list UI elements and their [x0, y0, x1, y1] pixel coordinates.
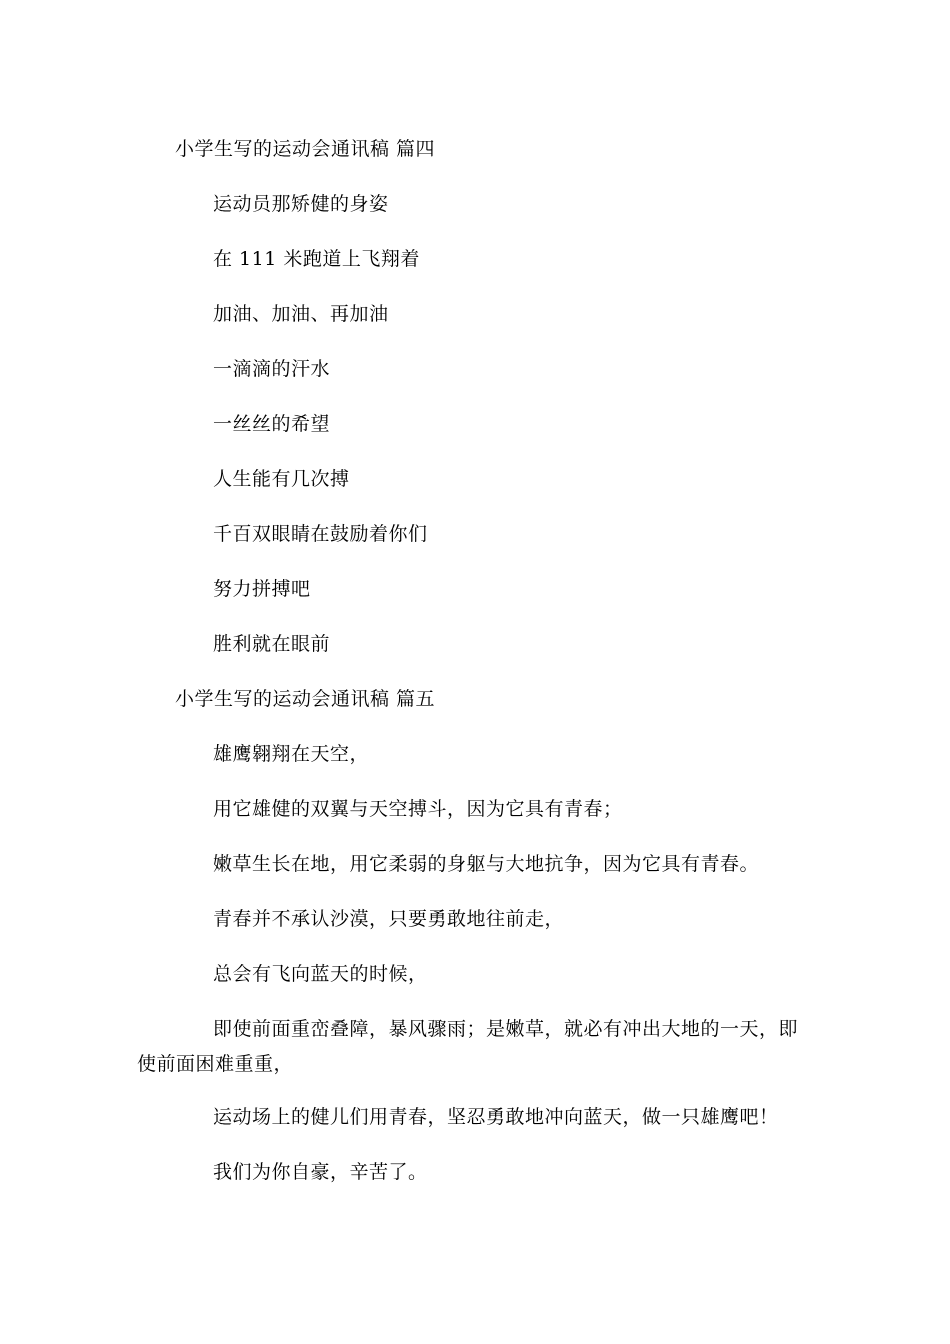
prose-line: 雄鹰翱翔在天空，	[213, 743, 370, 765]
prose-line: 青春并不承认沙漠，只要勇敢地往前走，	[213, 908, 565, 930]
wrapped-paragraph: 即使前面重峦叠障，暴风骤雨；是嫩草，就必有冲出大地的一天，即使前面困难重重，	[137, 1018, 799, 1075]
poem-line: 一滴滴的汗水	[213, 358, 331, 380]
poem-line: 加油、加油、再加油	[213, 303, 389, 325]
poem-line: 胜利就在眼前	[213, 633, 331, 655]
prose-line: 用它雄健的双翼与天空搏斗，因为它具有青春；	[213, 798, 623, 820]
prose-line: 运动场上的健儿们用青春，坚忍勇敢地冲向蓝天，做一只雄鹰吧！	[213, 1106, 779, 1128]
prose-line: 总会有飞向蓝天的时候，	[213, 963, 428, 985]
poem-line: 努力拼搏吧	[213, 578, 311, 600]
poem-line: 运动员那矫健的身姿	[213, 193, 389, 215]
poem-line: 千百双眼睛在鼓励着你们	[213, 523, 428, 545]
poem-line: 在 111 米跑道上飞翔着	[213, 248, 420, 270]
poem-line: 人生能有几次搏	[213, 468, 350, 490]
prose-line: 我们为你自豪，辛苦了。	[213, 1161, 428, 1183]
prose-line: 嫩草生长在地，用它柔弱的身躯与大地抗争，因为它具有青春。	[213, 853, 760, 875]
section-4-heading: 小学生写的运动会通讯稿 篇四	[175, 138, 436, 160]
poem-line: 一丝丝的希望	[213, 413, 331, 435]
section-5-heading: 小学生写的运动会通讯稿 篇五	[175, 688, 436, 710]
